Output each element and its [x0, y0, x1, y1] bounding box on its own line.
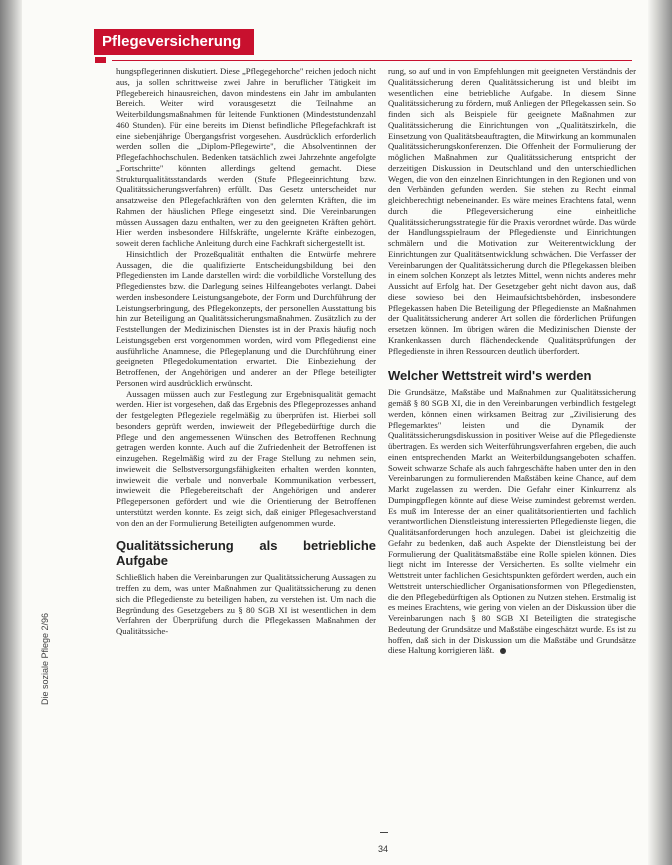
- paragraph: Aussagen müssen auch zur Festlegung zur Ergebnisqualität gemacht werden. Hier ist vorgesehen, daß das Ergebnis des Pflegeprozesses anhand der festgelegten Pflegeziele regelmäßig zu überprüfen ist. Hierbei soll besonders geprüft werden, inwieweit der Pflegebedürftige durch die Pflege und den angemessenen Wünschen des Betroffenen Rechnung getragen werden konnte. Auch auf die Zufriedenheit der Betroffenen ist einzugehen. Regelmäßig wird zu der Frage Stellung zu nehmen sein, inwieweit die Selbstversorgungsfähigkeiten erhalten werden konnten, inwieweit die verbale und nonverbale Kommunikation verbessert, inwieweit die Pflegebereitschaft der Angehörigen und anderer Pflegepersonen gefördert und wie die Orientierung der Betroffenen unterstützt werden konnte. Es zeigt sich, daß einiger Pflegesachverstand von den an der Formulierung Beteiligten aufgenommen wurde.: [116, 388, 376, 528]
- header-rule: [112, 60, 632, 61]
- subheading: Qualitätssicherung als betriebliche Aufgabe: [116, 538, 376, 569]
- page-number: 34: [378, 844, 389, 854]
- right-column: [388, 66, 636, 656]
- left-column: [116, 66, 376, 637]
- paragraph: Schließlich haben die Vereinbarungen zur Qualitätssicherung Aussagen zu treffen zu dem, was unter Maßnahmen zur Qualitätssicherung zu denen sich die Pflegedienste zu beteiligen haben, zu verstehen ist. Um nach die Begründung des Gesetzgebers zu § 80 SGB XI ist wesentlichen in dem Verfahren der Überprüfung durch die Pflegekassen Maßnahmen der Qualitätssiche-: [116, 572, 376, 636]
- paragraph: [388, 387, 636, 656]
- page-gutter-shadow-right: [648, 0, 672, 865]
- paragraph: Hinsichtlich der Prozeßqualität enthalten die Entwürfe mehrere Aussagen, die die qualifizierte Entscheidungsbildung bei den Pflegediensten im Lande darstellen wird: die vorbildliche Vorstellung des Pflegedienstes bzw. die Darlegung seines Hilfeangebotes verlangt. Dabei werden insbesondere Leistungsangebote, der Form und Durchführung der Leistungserbringung, des Pflegekonzepts, der personellen Ausstattung bis hin zur Beteiligung an Qualitätssicherungsmaßnahmen. Zusätzlich zu der Feststellungen der Medizinischen Dienstes ist in der Praxis häufig noch Leistungsgeben erst vorgenommen worden, wird vom Pflegedienst eine ausführliche Anamnese, die Pflegeplanung und die Durchführung einer geeigneten Pflegedokumentation erwartet. Die Einbeziehung der Betroffenen, der Angehörigen und anderer an der Pflege beteiligter Personen wird ausdrücklich erwünscht.: [116, 248, 376, 388]
- end-of-article-icon: [500, 648, 506, 654]
- paragraph: hungspflegerinnen diskutiert. Diese „Pflegegehorche" reichen jedoch nicht aus, ja sollen schrittweise zwei Jahre in beruflicher Tätigkeit im Pflegebereich hinausreichen, davon mindestens ein Jahr im ambulanten Bereich. Weiter wird vorausgesetzt die Teilnahme an Weiterbildungsmaßnahmen für leitende Funktionen (Mindeststundenzahl 460 Stunden). Für eine bereits im Dienst befindliche Pflegefachkraft ist eine siebenjährige Übergangsfrist vorgesehen. Ausdrücklich erforderlich werden sollen die „Diplom-Pflegewirte", die Absolventinnen der Pflegefachhochschulen. Bedenken tatsächlich zwei Jahrzehnte angefolgte „Fortschritte" könnten allerdings geltend gemacht. Diese Strukturqualitätsstandards werden (Stufe Pflegeeinrichtung bzw. Qualitätssicherungsverfahren) erfüllt. Das Gesetz unterscheidet nur ansatzweise den Pflegefachkräften von den gelernten Kräften, die im Rahmen der häuslichen Pflege eingesetzt sind. Die Vereinbarungen müssen Aussagen dazu enthalten, wer zu den geeigneten Kräften gehört. Hier werden insbesondere Hilfskräfte, ungelernte Kräfte einbezogen, soweit deren fachliche Anleitung durch eine Fachkraft sichergestellt ist.: [116, 66, 376, 248]
- header-marker: [95, 57, 106, 63]
- section-header: Pflegeversicherung: [94, 29, 254, 55]
- journal-caption: Die soziale Pflege 2/96: [40, 612, 50, 705]
- page-number-rule: [380, 832, 388, 833]
- paragraph: rung, so auf und in von Empfehlungen mit geeigneten Verständnis der Qualitätssicherung deren Qualitätssicherung ist und bleibt im wesentlichen eine betriebliche Aufgabe. In diesem Sinne Qualitätssicherung zu fördern, muß Anliegen der Pflegekassen sein. So finden sich als Beispiele für geeignete Maßnahmen zur Qualitätssicherung die Einrichtungen von „Qualitätszirkeln, die Einsetzung von Qualitätsbeauftragten, die Mitwirkung an kommunalen Qualitätssicherungskonferenzen. Die Offenheit der Formulierung der möglichen Maßnahmen zur Qualitätssicherung entspricht der derzeitigen Diskussion in Deutschland und den unterschiedlichen Wegen, die von den einzelnen Einrichtungen in den Regionen und von den Verbänden gefunden werden. Sie stehen zu Recht einmal gleichberechtigt nebeneinander. Es wäre meines Erachtens fatal, wenn durch die Pflegeversicherung eine einheitliche Qualitätssicherungsstrategie für die Praxis verordnet würde. Das würde der Handlungsspielraum der Pflegedienste und Einrichtungen schmälern und die Motivation zur Weiterentwicklung der Einrichtungen zur Qualitätsentwicklung schwächen. Die Verfasser der Vereinbarungen der Qualitätssicherung durch die Pflegekassen bleiben in einem solchen Konzept als letztes Mittel, wenn nichts anderes mehr Aussicht auf Erfolg hat. Der Gesetzgeber geht nicht davon aus, daß diese sowieso bei den Heimaufsichtsbehörden, insbesondere Pflegekassen haben Die Beteiligung der Pflegedienste an Maßnahmen der Qualitätssicherung anderer Art sollen die förderlichen Prüfungen ersetzen können. Im übrigen wären die Medizinischen Dienste der Krankenkassen durch flächendeckende Qualitätsprüfungen der Pflegedienste in ihren Ressourcen deutlich überfordert.: [388, 66, 637, 356]
- subheading: Welcher Wettstreit wird's werden: [388, 368, 592, 384]
- page-gutter-shadow-left: [0, 0, 22, 865]
- paragraph-text: Die Grundsätze, Maßstäbe und Maßnahmen zur Qualitätssicherung gemäß § 80 SGB XI, die in den Vereinbarungen verbindlich festgelegt werden, können einen wirksamen Beitrag zur „Zivilisierung des Pflegemarktes" leisten und die Dynamik der Qualitätssicherungsdiskussion in positiver Weise auf die Pflegedienste übertragen. Es werden sich Weiterführungsverfahren ergeben, die auch einen entsprechenden Markt an Weiterbildungsangeboten schaffen. Soweit schwarze Schafe als auch fahrgeschäfte haben unter den in den Vereinbarungen zu formulierenden Maßstäben keine Chance, auf dem Markt zugelassen zu werden. Die Gefahr einer Kinkurrenz als Dumpingpflegen könnte auf diese Weise zumindest gebremst werden. Es muß im Interesse der an einer qualitätsorientierten und fachlich verantwortlichen Dienstleistung interessierten Pflegedienste liegen, die Qualitätsanforderungen hoch anzulegen. Dabei ist gleichzeitig die Gefahr zu bedenken, daß auch Aspekte der Dienstleistung bei der Formulierung der Qualitätsmaßstäbe eine Rolle spielen können. Dies liegt nicht im Interesse der Versicherten. Es sollte vielmehr ein Wettstreit unter fachlichen Gesichtspunkten gefördert werden, auch ein Wettstreit unterschiedlicher Organisationsformen von Pflegediensten, die den Pflegebedürftigen als Optionen zu Nutzen stehen. Erstmalig ist es meines Erachtens, wie gering von vielen an der Diskussion über die Vereinbarungen nach § 80 SGB XI Beteiligten die strategische Bedeutung der Grundsätze und Maßstäbe eingeschätzt wurde. Es ist zu hoffen, daß sich in der Diskussion um die Maßstäbe und Grundsätze diese Haltung korrigieren läßt.: [388, 387, 636, 656]
